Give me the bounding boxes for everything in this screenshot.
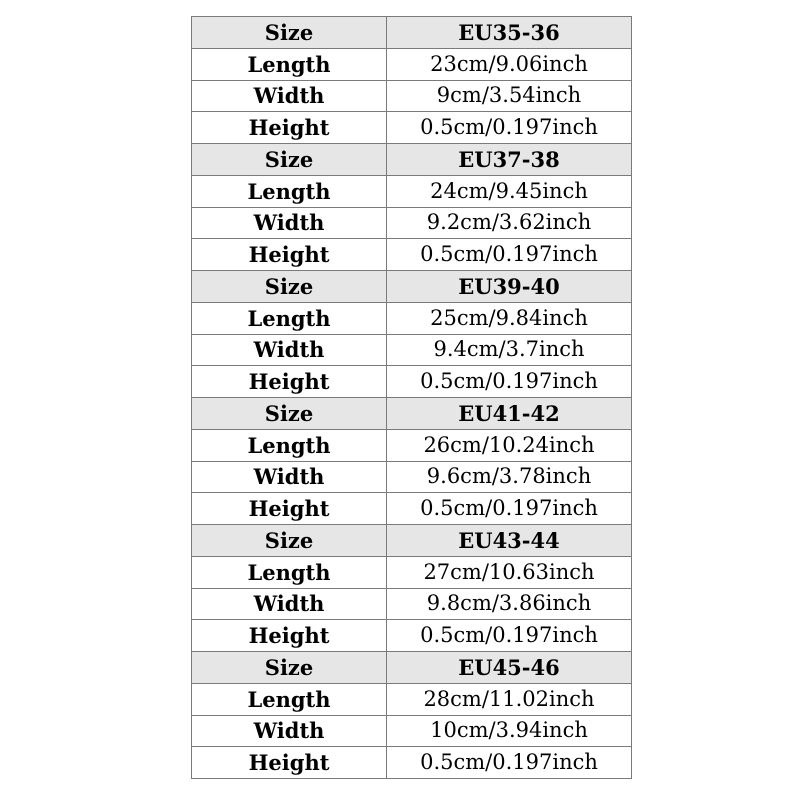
height-value: 0.5cm/0.197inch (387, 366, 632, 398)
height-row (192, 112, 632, 144)
size-label: Size (192, 144, 387, 176)
size-chart-table (191, 16, 632, 779)
width-value: 9cm/3.54inch (387, 80, 632, 112)
length-row (192, 429, 632, 461)
length-label: Length (192, 429, 387, 461)
size-value: EU45-46 (387, 652, 632, 684)
length-value: 27cm/10.63inch (387, 556, 632, 588)
length-value: 26cm/10.24inch (387, 429, 632, 461)
length-value: 24cm/9.45inch (387, 175, 632, 207)
size-value: EU35-36 (387, 17, 632, 49)
size-label: Size (192, 525, 387, 557)
length-row (192, 175, 632, 207)
length-label: Length (192, 302, 387, 334)
height-row (192, 747, 632, 779)
height-row (192, 493, 632, 525)
width-value: 10cm/3.94inch (387, 715, 632, 747)
height-label: Height (192, 493, 387, 525)
height-label: Height (192, 112, 387, 144)
width-label: Width (192, 588, 387, 620)
length-value: 25cm/9.84inch (387, 302, 632, 334)
length-label: Length (192, 175, 387, 207)
length-value: 23cm/9.06inch (387, 48, 632, 80)
height-row (192, 366, 632, 398)
width-row (192, 588, 632, 620)
width-row (192, 207, 632, 239)
size-row (192, 525, 632, 557)
width-value: 9.2cm/3.62inch (387, 207, 632, 239)
width-row (192, 80, 632, 112)
height-label: Height (192, 620, 387, 652)
length-row (192, 683, 632, 715)
size-label: Size (192, 652, 387, 684)
height-label: Height (192, 366, 387, 398)
width-value: 9.4cm/3.7inch (387, 334, 632, 366)
width-label: Width (192, 80, 387, 112)
width-row (192, 715, 632, 747)
length-row (192, 556, 632, 588)
height-value: 0.5cm/0.197inch (387, 112, 632, 144)
size-row (192, 271, 632, 303)
width-row (192, 461, 632, 493)
size-value: EU43-44 (387, 525, 632, 557)
size-label: Size (192, 271, 387, 303)
length-label: Length (192, 556, 387, 588)
width-value: 9.8cm/3.86inch (387, 588, 632, 620)
height-value: 0.5cm/0.197inch (387, 493, 632, 525)
length-row (192, 48, 632, 80)
length-value: 28cm/11.02inch (387, 683, 632, 715)
height-row (192, 239, 632, 271)
height-value: 0.5cm/0.197inch (387, 747, 632, 779)
height-row (192, 620, 632, 652)
width-label: Width (192, 334, 387, 366)
width-row (192, 334, 632, 366)
height-value: 0.5cm/0.197inch (387, 239, 632, 271)
width-label: Width (192, 461, 387, 493)
size-label: Size (192, 17, 387, 49)
size-value: EU37-38 (387, 144, 632, 176)
size-row (192, 652, 632, 684)
width-value: 9.6cm/3.78inch (387, 461, 632, 493)
size-row (192, 398, 632, 430)
width-label: Width (192, 715, 387, 747)
length-label: Length (192, 48, 387, 80)
size-value: EU41-42 (387, 398, 632, 430)
size-label: Size (192, 398, 387, 430)
length-row (192, 302, 632, 334)
size-chart-body (192, 17, 632, 779)
size-row (192, 17, 632, 49)
height-label: Height (192, 239, 387, 271)
length-label: Length (192, 683, 387, 715)
width-label: Width (192, 207, 387, 239)
height-value: 0.5cm/0.197inch (387, 620, 632, 652)
size-value: EU39-40 (387, 271, 632, 303)
size-row (192, 144, 632, 176)
height-label: Height (192, 747, 387, 779)
